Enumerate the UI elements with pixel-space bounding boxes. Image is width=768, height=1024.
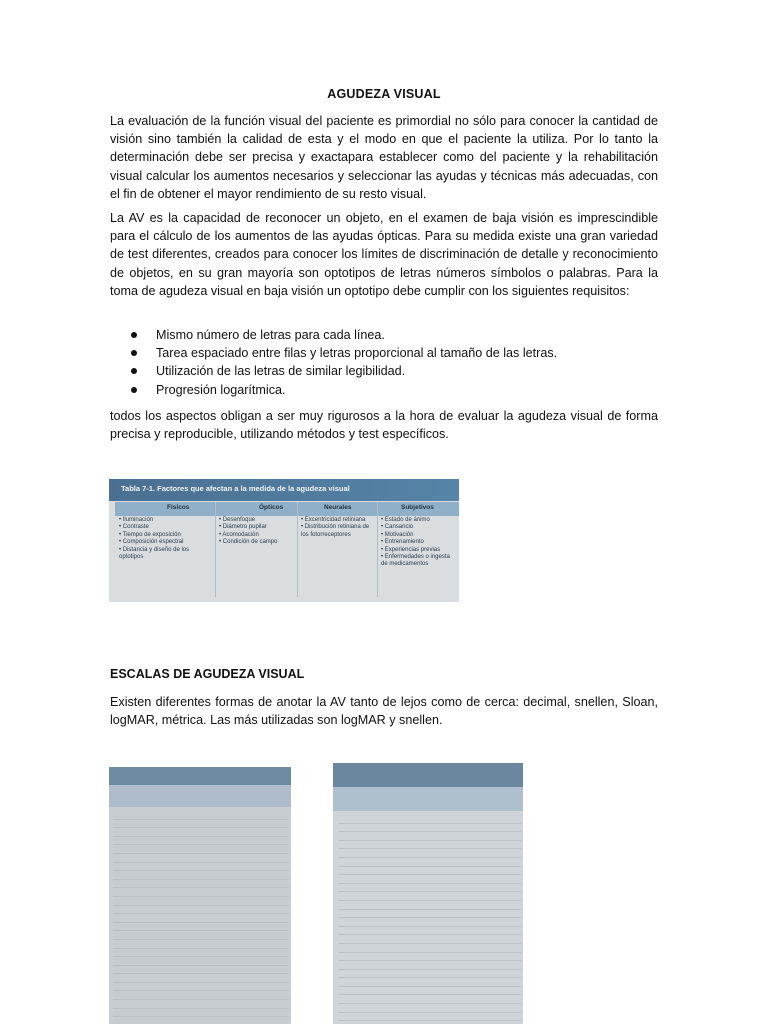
list-item: • Distribución retiniana de los fotorreceptores [301,524,370,538]
paragraph-scales: Existen diferentes formas de anotar la AV tanto de lejos como de cerca: decimal, snellen, Sloan, logMAR, métrica. Las más utilizadas son logMAR y snellen. [110,695,658,728]
document-title: AGUDEZA VISUAL [327,87,441,101]
list-item: • Distancia y diseño de los optotipos [119,546,190,561]
list-item: • Estado de ánimo [381,517,430,523]
paragraph-intro: La evaluación de la función visual del paciente es primordial no sólo para conocer la cantidad de visión sino también la calidad de esta y el modo en que el paciente la utiliza. Por lo tanto la determinación debe ser precisa y exactapara establecer como del paciente y la rehabilitación visual calcular los aumentos necesarios y seleccionar las ayudas y técnicas más adecuadas, con el fin de obtener el mayor rendimiento de su resto visual. [110,114,658,201]
list-item: • Iluminación [119,517,154,523]
table-caption-band [109,767,291,785]
list-item: • Motivación [381,531,414,538]
paragraph-av-definition: La AV es la capacidad de reconocer un objeto, en el examen de baja visión es imprescindible para el cálculo de los aumentos de las ayudas ópticas. Para su medida existe una gran variedad de test diferentes, creados para conocer los límites de discriminación de detalle y reconocimiento de objetos, en su gran mayoría son optotipos de letras números símbolos o palabras. Para la toma de agudeza visual en baja visión un optotipo debe cumplir con los siguientes requisitos: [110,211,658,298]
list-item: • Acomodación [219,531,259,538]
divider [215,502,216,597]
column-header: Neurales [324,504,352,511]
column-subjetivos [381,517,455,569]
list-item: • Desenfoque [219,517,256,523]
requirements-list [110,326,658,399]
table-rows [113,811,289,1024]
list-item: • Experiencias previas [381,546,441,553]
table-caption-band [109,479,459,501]
list-item: • Cansancio [381,524,414,531]
list-item: • Excentricidad retiniana [301,517,366,523]
table-header-row [109,785,291,807]
conversion-table-photo-left [109,767,291,1024]
column-header: Subjetivos [401,504,434,511]
list-item: • Diámetro pupilar [219,524,267,531]
column-header: Ópticos [259,504,284,511]
list-item: Tarea espaciado entre filas y letras proporcional al tamaño de las letras. [110,344,658,362]
divider [377,502,378,597]
table-rows [339,815,521,1024]
list-item: Mismo número de letras para cada línea. [110,326,658,344]
table-header-row [333,787,523,811]
list-item: • Composición espectral [119,539,184,546]
list-item: • Contraste [119,524,149,531]
table-factors-photo [109,479,459,602]
section-heading: ESCALAS DE AGUDEZA VISUAL [110,667,305,681]
column-fisicos [119,517,213,561]
column-header: Físicos [167,504,190,511]
conversion-table-photo-right [333,763,523,1024]
table-caption-band [333,763,523,787]
list-item: Utilización de las letras de similar legibilidad. [110,362,658,380]
divider [297,502,298,597]
list-item: • Tiempo de exposición [119,531,181,538]
list-item: • Enfermedades o ingesta de medicamentos [381,554,450,568]
list-item: • Condición de campo [219,539,278,546]
paragraph-conclusion: todos los aspectos obligan a ser muy rigurosos a la hora de evaluar la agudeza visual de forma precisa y reproducible, utilizando métodos y test específicos. [110,409,658,442]
table-caption: Tabla 7-1. Factores que afectan a la medida de la agudeza visual [121,484,350,493]
column-neurales [301,517,375,539]
column-opticos [219,517,295,547]
list-item: • Entrenamiento [381,539,424,546]
list-item: Progresión logarítmica. [110,381,658,399]
